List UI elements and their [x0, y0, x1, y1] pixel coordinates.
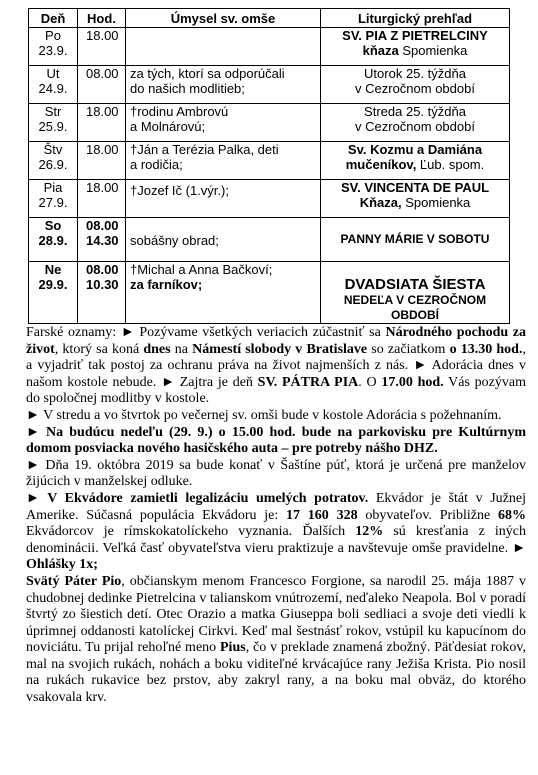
table-row	[29, 180, 510, 218]
liturgy-line	[324, 66, 506, 81]
liturgy-line	[324, 293, 506, 308]
liturgy-cell	[321, 142, 510, 180]
announcement-text: , občianskym menom Francesco Forgione, sa narodil 25. mája 1887 v chudobnej dedinke Pietrelcina v talianskom vnútrozemí, neďaleko Neapola. Bol v poradí štvrtý zo šiestich detí. Otec Orazio a matka Giuseppa boli sedliaci a svoje deti viedli k úprimnej oddanosti katolíckej Cirkvi. Keď mal šestnásť rokov, vstúpil ku kapucínom do noviciátu. Tu prijal rehoľné meno	[26, 573, 526, 656]
announcement-text: 17.00 hod.	[381, 374, 444, 390]
liturgy-text: DVADSIATA ŠIESTA	[344, 276, 486, 293]
time-cell	[78, 28, 126, 66]
announcement-text: obyvateľov. Približne	[357, 507, 498, 523]
announcement-text: , a vyjadriť tak postoj za ochranu práva na život najmenších z nás. ► Adorácia dnes v našom kostole nebude. ► Zajtra je deň	[26, 341, 526, 390]
intention-line: †Michal a Anna Bačkoví;	[130, 262, 273, 277]
liturgy-line	[324, 81, 506, 96]
intention-line: †Ján a Terézia Palka, deti	[130, 142, 279, 157]
day-date: 28.9.	[38, 233, 68, 248]
time-cell	[78, 262, 126, 324]
intention-line: do našich modlitieb;	[130, 81, 245, 96]
intention-cell	[126, 66, 321, 104]
liturgy-line	[324, 232, 506, 247]
liturgy-text: Sv. Kozmu a Damiána	[347, 142, 483, 157]
intention-line: †Jozef Ič (1.výr.);	[130, 183, 229, 198]
intention-line: a Molnárovú;	[130, 119, 206, 134]
announcement-text: , ktorý sa koná	[54, 341, 144, 357]
announcement-text: 12%	[355, 524, 384, 540]
day-name: Štv	[43, 142, 63, 157]
liturgy-line	[324, 43, 506, 58]
liturgy-line	[324, 276, 506, 293]
intention-cell	[126, 104, 321, 142]
day-date: 24.9.	[38, 81, 68, 96]
day-cell	[29, 28, 78, 66]
announcement-text: o 13.30 hod.	[449, 341, 523, 357]
intention-line: †rodinu Ambrovú	[130, 104, 229, 119]
announcement-text: na	[170, 341, 193, 357]
day-name: So	[44, 218, 62, 233]
day-cell	[29, 180, 78, 218]
intention-cell	[126, 28, 321, 66]
announcement-paragraph	[26, 491, 526, 574]
parish-announcements	[26, 325, 526, 707]
announcement-text: 17 160 328	[286, 507, 358, 523]
announcement-paragraph	[26, 408, 526, 425]
announcement-text: Ekvádor je štát v Južnej Amerike. Súčasná populácia Ekvádoru je:	[26, 490, 526, 523]
announcement-text: Pius	[220, 640, 246, 656]
announcement-text: SV. PÁTRA PIA	[257, 374, 359, 390]
announcement-text: sú kresťania z iných denominácii. Veľká časť obyvateľstva vieru praktizuje a navštevuje omše pravidelne.	[26, 524, 527, 556]
day-date: 26.9.	[38, 157, 68, 172]
day-name: Str	[44, 104, 62, 119]
liturgy-line	[324, 119, 506, 134]
table-row	[29, 142, 510, 180]
liturgy-rank: Spomienka	[398, 43, 468, 58]
liturgy-text: NEDEĽA V CEZROČNOM	[343, 293, 487, 307]
table-header-row	[29, 9, 510, 28]
day-cell	[29, 218, 78, 262]
day-cell	[29, 104, 78, 142]
announcement-text: dnes	[143, 341, 171, 357]
liturgy-text: Streda 25. týždňa	[364, 104, 466, 119]
announcement-text: ► V Ekvádore zamietli legalizáciu umelých potratov.	[26, 490, 369, 506]
liturgy-cell	[321, 180, 510, 218]
liturgy-cell	[321, 262, 510, 324]
table-row	[29, 218, 510, 262]
liturgy-text: OBDOBÍ	[391, 308, 439, 322]
announcement-text: , čo v preklade znamená zbožný. Päťdesiat rokov, mal na svojich rukách, nohách a boku viditeľné krvácajúce rany Ježiša Krista. Pio nosil na rukách rukavice bez prstov, aby zakryl rany, a na boku mal obväz, do ktorého vsakovala krv.	[26, 640, 526, 706]
liturgy-line	[324, 180, 506, 195]
mass-schedule-table	[28, 8, 510, 324]
header-day: Deň	[29, 9, 78, 28]
day-date: 25.9.	[38, 119, 68, 134]
intention-cell	[126, 142, 321, 180]
liturgy-text: PANNY MÁRIE V SOBOTU	[340, 232, 490, 246]
liturgy-line	[324, 142, 506, 157]
intention-line: a rodičia;	[130, 157, 183, 172]
announcement-text: ► V stredu a vo štvrtok po večernej sv. omši bude v kostole Adorácia s požehnaním.	[26, 407, 502, 423]
mass-time: 18.00	[86, 180, 119, 195]
header-liturgy: Liturgický prehľad	[321, 9, 510, 28]
day-cell	[29, 142, 78, 180]
liturgy-rank: Ľub. spom.	[416, 157, 485, 172]
header-intention: Úmysel sv. omše	[126, 9, 321, 28]
announcement-paragraph	[26, 425, 526, 458]
table-row	[29, 104, 510, 142]
mass-time: 18.00	[86, 104, 119, 119]
mass-time: 08.00	[86, 218, 119, 233]
announcement-paragraph	[26, 458, 526, 491]
time-cell	[78, 218, 126, 262]
liturgy-text: mučeníkov,	[345, 157, 417, 172]
mass-time: 10.30	[86, 277, 119, 292]
liturgy-cell	[321, 218, 510, 262]
announcement-text: so začiatkom	[367, 341, 450, 357]
intention-line: za farníkov;	[130, 277, 203, 292]
liturgy-text: Utorok 25. týždňa	[364, 66, 466, 81]
table-row	[29, 66, 510, 104]
time-cell	[78, 104, 126, 142]
day-name: Pia	[43, 180, 63, 195]
liturgy-text: SV. VINCENTA DE PAUL	[340, 180, 490, 195]
liturgy-line	[324, 104, 506, 119]
liturgy-cell	[321, 66, 510, 104]
liturgy-line	[324, 195, 506, 210]
day-date: 23.9.	[38, 43, 68, 58]
liturgy-line	[324, 308, 506, 323]
day-date: 29.9.	[38, 277, 68, 292]
day-name: Po	[45, 28, 61, 43]
announcement-text: . O	[358, 374, 382, 390]
announcement-paragraph	[26, 574, 526, 707]
announcement-text: 68%	[498, 507, 526, 523]
announcement-text: Vás pozývam do spoločnej modlitby v kostole.	[26, 374, 526, 407]
day-name: Ut	[46, 66, 60, 81]
announcement-text: Svätý Páter Pio	[26, 573, 122, 589]
table-row	[29, 262, 510, 324]
liturgy-text: SV. PIA Z PIETRELCINY	[342, 28, 488, 43]
intention-cell	[126, 262, 321, 324]
liturgy-text: Kňaza,	[359, 195, 402, 210]
time-cell	[78, 66, 126, 104]
table-row	[29, 28, 510, 66]
intention-line: za tých, ktorí sa odporúčali	[130, 66, 285, 81]
intention-cell	[126, 180, 321, 218]
intention-cell	[126, 218, 321, 262]
liturgy-text: v Cezročnom období	[355, 119, 475, 134]
day-name: Ne	[44, 262, 62, 277]
intention-line: sobášny obrad;	[130, 233, 219, 248]
header-hour: Hod.	[78, 9, 126, 28]
announcement-paragraph	[26, 325, 526, 408]
liturgy-line	[324, 28, 506, 43]
mass-time: 14.30	[86, 233, 119, 248]
liturgy-rank: Spomienka	[401, 195, 471, 210]
announcement-text: Farské oznamy: ► Pozývame všetkých veriacich zúčastniť sa	[26, 325, 386, 340]
announcement-text: Námestí slobody v Bratislave	[192, 341, 368, 357]
mass-time: 08.00	[86, 262, 119, 277]
mass-time: 18.00	[86, 142, 119, 157]
intention-line	[130, 218, 317, 233]
announcement-text: ► Na budúcu nedeľu (29. 9.) o 15.00 hod. bude na parkovisku pre Kultúrnym domom posviacka nového hasičského auta – pre potreby nášho DHZ.	[26, 424, 526, 457]
announcement-text: ► Dňa 19. októbra 2019 sa bude konať v Šaštíne púť, ktorá je určená pre manželov žijúcich v manželskej odluke.	[26, 457, 526, 490]
day-cell	[29, 262, 78, 324]
time-cell	[78, 142, 126, 180]
mass-time: 08.00	[86, 66, 119, 81]
mass-time: 18.00	[86, 28, 119, 43]
announcement-text: ► Ohlášky 1x;	[26, 540, 526, 573]
day-date: 27.9.	[38, 195, 68, 210]
time-cell	[78, 180, 126, 218]
announcement-text: Národného pochodu za život	[26, 325, 527, 357]
day-cell	[29, 66, 78, 104]
liturgy-text: v Cezročnom období	[355, 81, 475, 96]
announcement-text: Ekvádorcov je rímskokatolíckeho vyznania. Ďalších	[26, 524, 356, 540]
liturgy-text: kňaza	[362, 43, 399, 58]
liturgy-line	[324, 157, 506, 172]
liturgy-cell	[321, 104, 510, 142]
liturgy-cell	[321, 28, 510, 66]
